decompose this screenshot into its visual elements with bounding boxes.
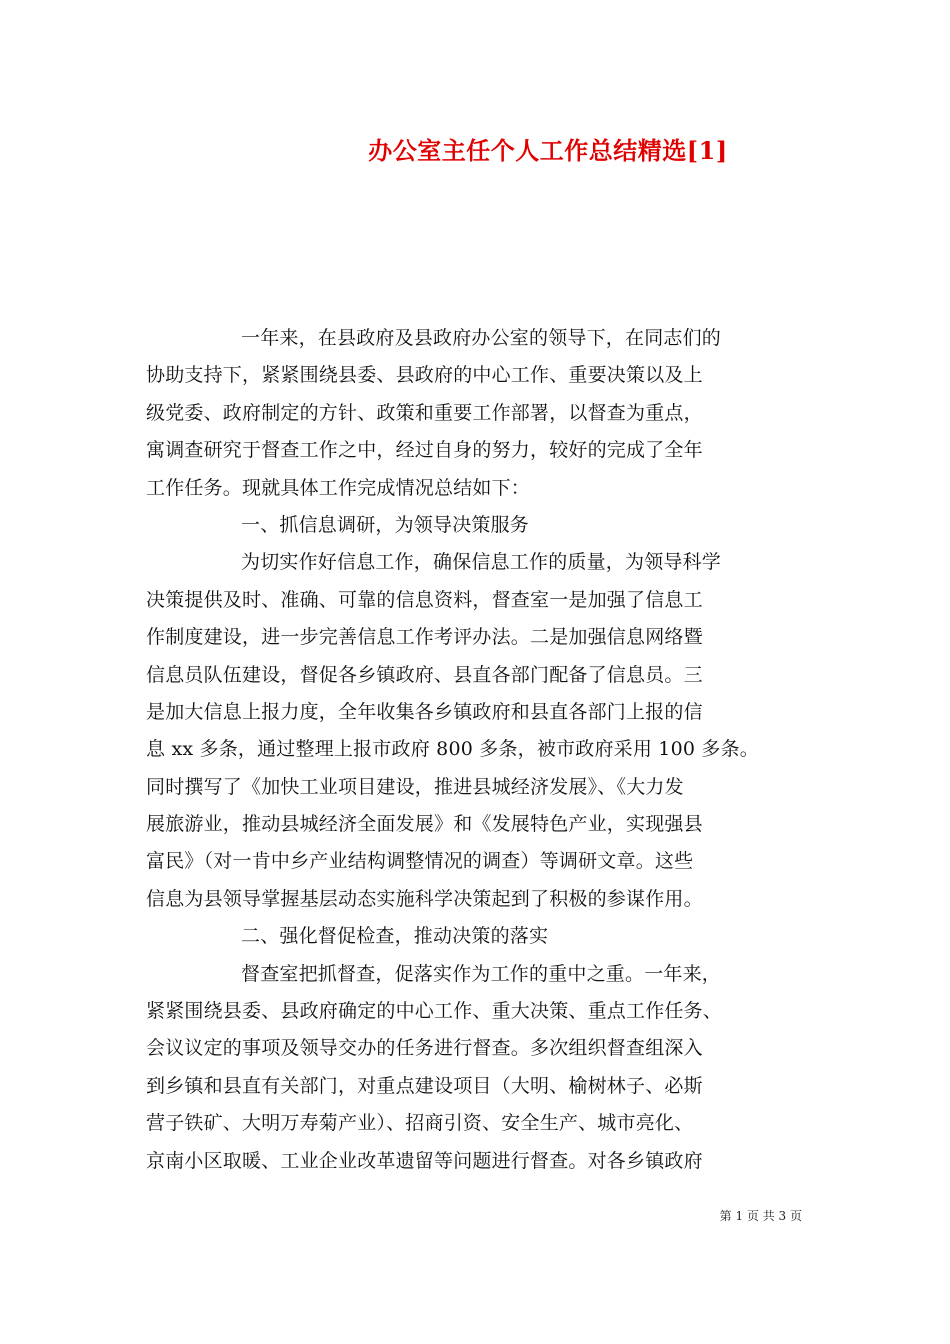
section-heading: 一、抓信息调研，为领导决策服务 <box>241 513 530 536</box>
document-body <box>146 320 816 1180</box>
paragraph-line: 信息为县领导掌握基层动态实施科学决策起到了积极的参谋作用。 <box>146 887 703 910</box>
section-heading: 二、强化督促检查，推动决策的落实 <box>241 925 549 948</box>
paragraph-line: 一年来，在县政府及县政府办公室的领导下，在同志们的 <box>241 327 722 349</box>
paragraph-line: 是加大信息上报力度，全年收集各乡镇政府和县直各部门上报的信 <box>146 700 703 723</box>
paragraph-line: 京南小区取暖、工业企业改革遗留等问题进行督查。对各乡镇政府 <box>146 1149 703 1172</box>
paragraph-line: 督查室把抓督查，促落实作为工作的重中之重。一年来， <box>241 962 722 985</box>
paragraph-line: 息 xx 多条，通过整理上报市政府 800 多条，被市政府采用 100 多条。 <box>146 738 759 761</box>
page-number: 第 1 页 共 3 页 <box>719 1209 802 1223</box>
paragraph-line: 工作任务。现就具体工作完成情况总结如下： <box>146 476 531 499</box>
document-title: 办公室主任个人工作总结精选[1] <box>368 136 728 165</box>
paragraph-line: 会议议定的事项及领导交办的任务进行督查。多次组织督查组深入 <box>146 1037 703 1060</box>
paragraph-line: 富民》（对一肯中乡产业结构调整情况的调查）等调研文章。这些 <box>146 850 694 873</box>
paragraph-line: 作制度建设，进一步完善信息工作考评办法。二是加强信息网络暨 <box>146 626 703 649</box>
paragraph-line: 信息员队伍建设，督促各乡镇政府、县直各部门配备了信息员。三 <box>146 663 703 686</box>
paragraph-line: 营子铁矿、大明万寿菊产业）、招商引资、安全生产、城市亮化、 <box>146 1112 694 1135</box>
paragraph-line: 展旅游业，推动县城经济全面发展》和《发展特色产业，实现强县 <box>146 813 703 836</box>
paragraph-line: 级党委、政府制定的方针、政策和重要工作部署，以督查为重点， <box>146 401 703 424</box>
paragraph-line: 同时撰写了《加快工业项目建设，推进县城经济发展》、《大力发 <box>146 775 684 798</box>
paragraph-line: 紧紧围绕县委、县政府确定的中心工作、重大决策、重点工作任务、 <box>146 1000 723 1023</box>
paragraph-line: 决策提供及时、准确、可靠的信息资料，督查室一是加强了信息工 <box>146 588 703 611</box>
paragraph-line: 为切实作好信息工作，确保信息工作的质量，为领导科学 <box>241 551 722 574</box>
paragraph-line: 寓调查研究于督查工作之中，经过自身的努力，较好的完成了全年 <box>146 439 703 462</box>
paragraph-line: 协助支持下，紧紧围绕县委、县政府的中心工作、重要决策以及上 <box>146 364 703 387</box>
page-footer <box>0 1205 950 1227</box>
paragraph-line: 到乡镇和县直有关部门，对重点建设项目（大明、榆树林子、必斯 <box>146 1074 703 1097</box>
